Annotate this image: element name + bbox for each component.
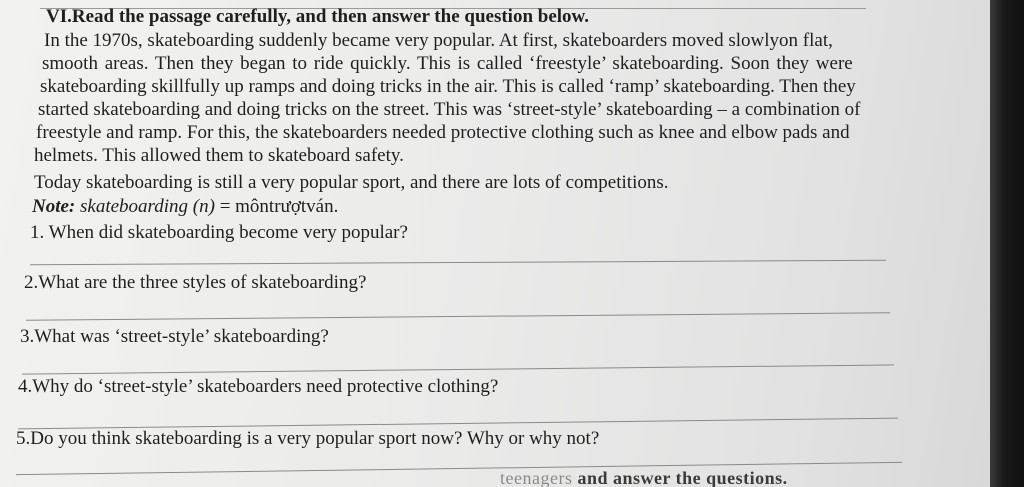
passage-line-3: skateboarding skillfully up ramps and doing tricks in the air. This is called ‘ramp’ skateboarding. Then they — [40, 76, 856, 97]
note-label: Note: — [32, 196, 76, 217]
next-section-faint: teenagers — [500, 468, 573, 487]
passage-line-5: freestyle and ramp. For this, the skateboarders needed protective clothing such as knee and elbow pads and — [36, 122, 850, 143]
next-section-instruction — [500, 468, 788, 487]
passage-line-6: helmets. This allowed them to skateboard safety. — [34, 145, 404, 166]
passage-line-1: In the 1970s, skateboarding suddenly became very popular. At first, skateboarders moved slowlyon flat, — [44, 30, 833, 51]
note-term: skateboarding (n) — [80, 196, 215, 217]
passage-line-7: Today skateboarding is still a very popular sport, and there are lots of competitions. — [34, 172, 669, 193]
dark-background-edge — [990, 0, 1024, 487]
question-2: 2.What are the three styles of skateboarding? — [24, 272, 367, 293]
question-3: 3.What was ‘street-style’ skateboarding? — [20, 326, 329, 347]
answer-line-2[interactable] — [26, 312, 890, 321]
question-4: 4.Why do ‘street-style’ skateboarders need protective clothing? — [18, 376, 499, 397]
passage-line-2: smooth areas. Then they began to ride quickly. This is called ‘freestyle’ skateboarding. Soon they were — [42, 53, 853, 74]
passage-line-4: started skateboarding and doing tricks on the street. This was ‘street-style’ skateboarding – a combination of — [38, 99, 861, 120]
answer-line-1[interactable] — [30, 260, 886, 265]
question-5: 5.Do you think skateboarding is a very popular sport now? Why or why not? — [16, 428, 600, 449]
note-definition: = môntrượtván. — [219, 196, 339, 217]
next-section-text: and answer the questions. — [577, 468, 788, 487]
vocab-note — [32, 196, 338, 218]
section-heading: VI.Read the passage carefully, and then answer the question below. — [46, 6, 589, 27]
question-1: 1. When did skateboarding become very popular? — [30, 222, 408, 243]
answer-line-3[interactable] — [22, 364, 894, 374]
